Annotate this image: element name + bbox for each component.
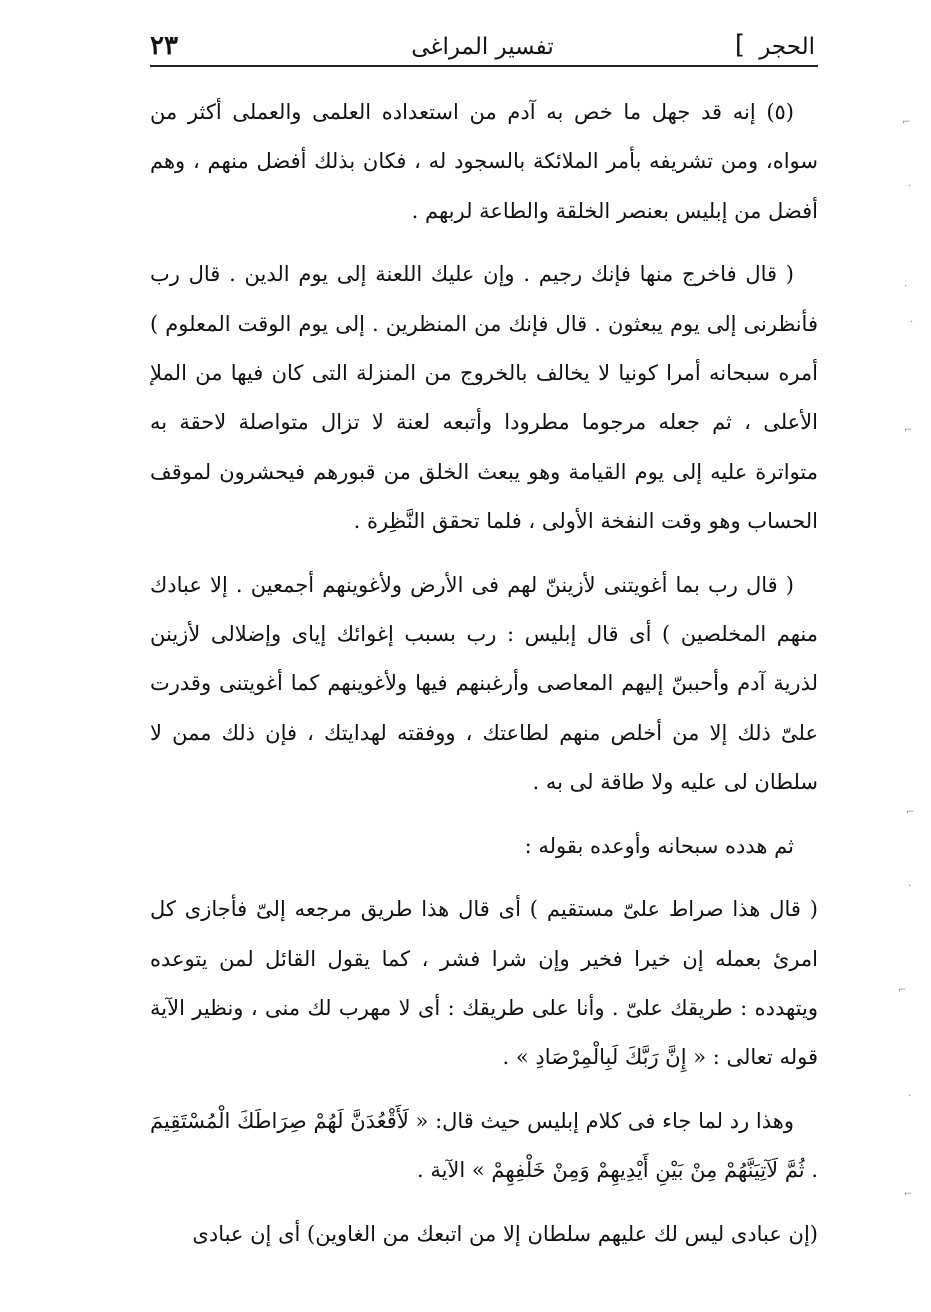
scan-mark (904, 1190, 910, 1200)
body-text (150, 88, 818, 1273)
paragraph-note-5: (٥) إنه قد جهل ما خص به آدم من استعداده العلمى والعملى أكثر من سواه، ومن تشريفه بأمر الملائكة بالسجود له ، فكان بذلك أفضل منهم ، وهم أفضل من إبليس بعنصر الخلقة والطاعة لربهم . (150, 100, 818, 223)
scan-mark (906, 808, 912, 818)
paragraph-verse-misguidance: ( قال رب بما أغويتنى لأزيننّ لهم فى الأرض ولأغوينهم أجمعين . إلا عبادك منهم المخلصين ) أى قال إبليس : رب بسبب إغوائك إياى وإضلالى لأزينن لذرية آدم وأحببنّ إليهم المعاصى وأرغبنهم فيها ولأغوينهم كما أغويتنى وقدرت علىّ ذلك إلا من أخلص منهم لطاعتك ، ووفقته لهدايتك ، فإن ذلك ممن لا سلطان لى عليه ولا طاقة لى به . (150, 572, 819, 795)
scan-mark (910, 318, 916, 328)
scan-mark (898, 986, 904, 996)
margin-bleed-marks (890, 0, 931, 1312)
header-bracket: ] (734, 30, 745, 60)
running-header (150, 20, 815, 66)
scan-mark (908, 882, 914, 892)
paragraph-verse-expulsion: ( قال فاخرج منها فإنك رجيم . وإن عليك اللعنة إلى يوم الدين . قال رب فأنظرنى إلى يوم يبعثون . قال فإنك من المنظرين . إلى يوم الوقت المعلوم ) أمره سبحانه أمرا كونيا لا يخالف بالخروج من المنزلة التى كان فيها من الملإ الأعلى ، ثم جعله مرجوما مطرودا وأتبعه لعنة لا تزال متواصلة لاحقة به متواترة عليه إلى يوم القيامة وهو يبعث الخلق من قبورهم فيحشرون لموقف الحساب وهو وقت النفخة الأولى ، فلما تحقق النَّظِرة . (150, 262, 818, 534)
header-rule (150, 65, 818, 67)
scan-mark (904, 282, 910, 292)
scan-mark (902, 118, 908, 128)
scan-mark (908, 182, 914, 192)
book-title: تفسير المراغى (411, 34, 554, 60)
paragraph-straight-path: ( قال هذا صراط علىّ مستقيم ) أى قال هذا طريق مرجعه إلىّ فأجازى كل امرئ بعمله إن خيرا فخير وإن شرا فشر ، كما يقول القائل لمن يتوعده ويتهدده : طريقك علىّ . وأنا على طريقك : أى لا مهرب لك منى ، ونظير الآية قوله تعالى : « إِنَّ رَبَّكَ لَبِالْمِرْصَادِ » . (150, 897, 818, 1070)
paragraph-iblis-reply: وهذا رد لما جاء فى كلام إبليس حيث قال: « لَأَقْعُدَنَّ لَهُمْ صِرَاطَكَ الْمُسْتَقِيمَ . ثُمَّ لَآتِيَنَّهُمْ مِنْ بَيْنِ أَيْدِيهِمْ وَمِنْ خَلْفِهِمْ » الآية . (150, 1108, 818, 1183)
scan-mark (904, 426, 910, 436)
surah-name: الحجر (759, 34, 815, 60)
paragraph-my-servants: (إن عبادى ليس لك عليهم سلطان إلا من اتبعك من الغاوين) أى إن عبادى (192, 1221, 818, 1246)
page-number: ٢٣ (150, 31, 178, 61)
paragraph-threat-intro: ثم هدده سبحانه وأوعده بقوله : (524, 833, 794, 858)
scan-mark (908, 1092, 914, 1102)
